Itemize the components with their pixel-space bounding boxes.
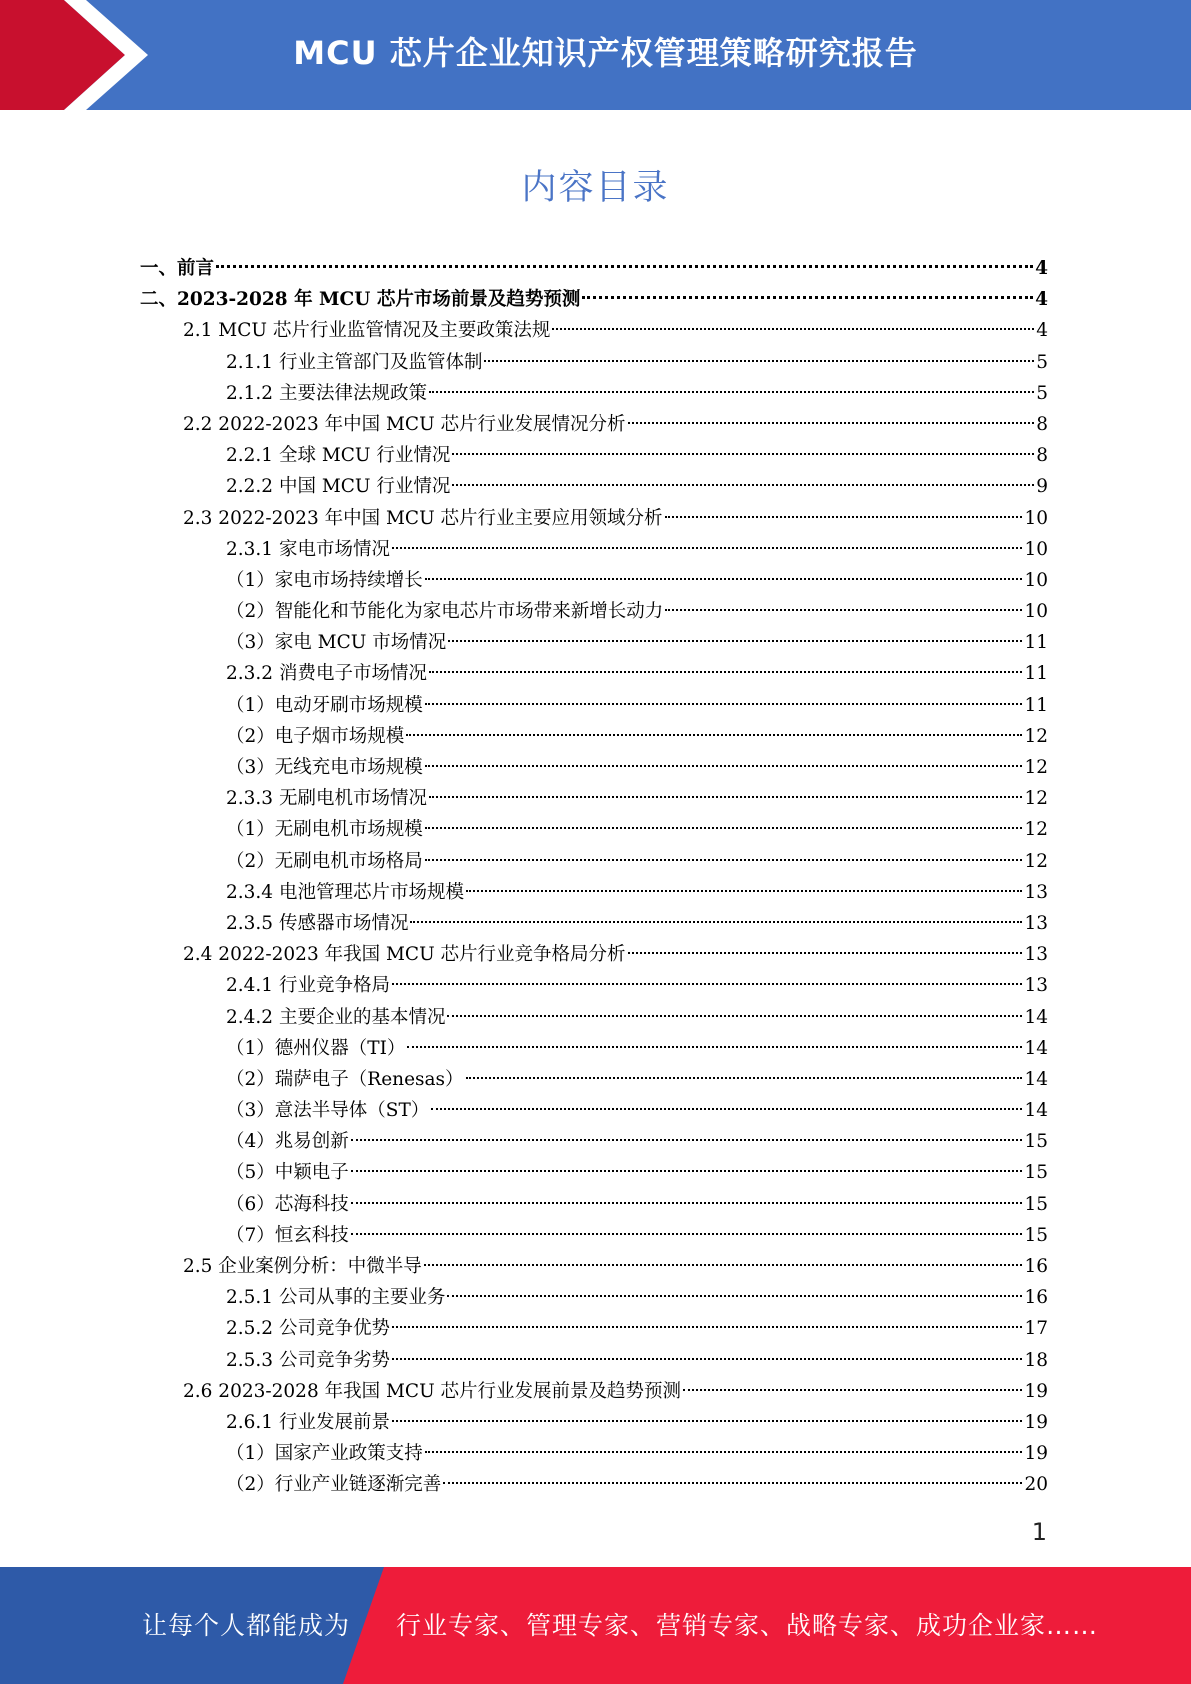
toc-entry-page: 14	[1024, 1100, 1048, 1122]
toc-entry-title: （1）家电市场持续增长	[226, 569, 423, 591]
toc-entry-title: （2）无刷电机市场格局	[226, 850, 423, 872]
toc-entry-title: 2.2.2 中国 MCU 行业情况	[226, 476, 451, 498]
toc-entry-page: 19	[1024, 1411, 1048, 1433]
toc-entry[interactable]	[0, 315, 1048, 346]
toc-entry[interactable]	[0, 1469, 1048, 1500]
toc-entry-title: 2.2.1 全球 MCU 行业情况	[226, 445, 451, 467]
toc-leader-dots	[447, 1015, 1022, 1017]
toc-entry-page: 8	[1036, 445, 1048, 467]
toc-leader-dots	[452, 484, 1034, 486]
toc-entry-page: 19	[1024, 1380, 1048, 1402]
toc-entry[interactable]	[0, 1282, 1048, 1313]
toc-entry-page: 13	[1024, 944, 1048, 966]
toc-entry-title: （2）行业产业链逐渐完善	[226, 1474, 442, 1496]
toc-entry-page: 13	[1024, 912, 1048, 934]
toc-leader-dots	[392, 983, 1022, 985]
toc-entry-page: 14	[1024, 1006, 1048, 1028]
toc-entry-page: 15	[1024, 1193, 1048, 1215]
toc-entry-title: （2）电子烟市场规模	[226, 725, 405, 747]
toc-entry-title: 2.3.5 传感器市场情况	[226, 912, 409, 934]
toc-entry-page: 14	[1024, 1037, 1048, 1059]
toc-entry-title: （1）无刷电机市场规模	[226, 819, 423, 841]
toc-entry-page: 20	[1024, 1474, 1048, 1496]
toc-leader-dots	[351, 1170, 1023, 1172]
toc-entry-title: 二、2023-2028 年 MCU 芯片市场前景及趋势预测	[140, 289, 581, 311]
toc-entry-title: （7）恒玄科技	[226, 1224, 349, 1246]
toc-leader-dots	[448, 640, 1022, 642]
toc-entry[interactable]	[0, 1095, 1048, 1126]
toc-leader-dots	[425, 703, 1023, 705]
toc-entry[interactable]	[0, 658, 1048, 689]
toc-entry-title: （3）无线充电市场规模	[226, 757, 423, 778]
toc-entry-page: 11	[1024, 632, 1048, 654]
toc-entry-title: 2.3.3 无刷电机市场情况	[226, 788, 427, 810]
toc-entry[interactable]	[0, 877, 1048, 908]
toc-entry-title: （4）兆易创新	[226, 1131, 349, 1153]
toc-entry-title: 2.1.2 主要法律法规政策	[226, 382, 427, 404]
toc-entry-page: 18	[1024, 1349, 1048, 1371]
footer-slogan-left: 让每个人都能成为	[142, 1611, 351, 1640]
toc-leader-dots	[443, 1482, 1022, 1484]
toc-entry[interactable]	[0, 908, 1048, 939]
toc-leader-dots	[425, 827, 1023, 829]
toc-heading: 内容目录	[521, 168, 670, 208]
toc-entry[interactable]	[0, 253, 1048, 284]
toc-leader-dots	[392, 1420, 1022, 1422]
toc-entry-page: 9	[1036, 476, 1048, 498]
toc-entry-page: 14	[1024, 1068, 1048, 1090]
toc-leader-dots	[392, 1358, 1022, 1360]
toc-entry[interactable]	[0, 596, 1048, 627]
toc-entry-title: 一、前言	[140, 258, 215, 279]
footer-slogan-right: 行业专家、管理专家、营销专家、战略专家、成功企业家……	[396, 1611, 1099, 1640]
toc-entry-page: 15	[1024, 1224, 1048, 1246]
toc-entry-title: （6）芯海科技	[226, 1193, 349, 1215]
toc-entry[interactable]	[0, 565, 1048, 596]
toc-leader-dots	[466, 890, 1022, 892]
toc-entry-title: （2）智能化和节能化为家电芯片市场带来新增长动力	[226, 601, 664, 623]
toc-entry-page: 17	[1024, 1318, 1048, 1340]
toc-entry[interactable]	[0, 1313, 1048, 1344]
toc-entry-title: 2.6 2023-2028 年我国 MCU 芯片行业发展前景及趋势预测	[183, 1380, 682, 1402]
toc-entry[interactable]	[0, 1064, 1048, 1095]
toc-leader-dots	[410, 921, 1022, 923]
toc-entry[interactable]	[0, 347, 1048, 378]
report-title: MCU 芯片企业知识产权管理策略研究报告	[293, 34, 918, 72]
toc-leader-dots	[392, 1326, 1022, 1328]
toc-leader-dots	[447, 1295, 1022, 1297]
toc-leader-dots	[665, 609, 1022, 611]
toc-entry[interactable]	[0, 378, 1048, 409]
toc-entry[interactable]	[0, 1033, 1048, 1064]
toc-leader-dots	[628, 952, 1023, 954]
toc-leader-dots	[425, 578, 1023, 580]
toc-leader-dots	[429, 671, 1022, 673]
toc-entry-page: 11	[1024, 694, 1048, 716]
toc-entry-page: 16	[1024, 1287, 1048, 1309]
toc-entry[interactable]	[0, 752, 1048, 783]
toc-leader-dots	[452, 453, 1034, 455]
toc-entry-title: 2.3.1 家电市场情况	[226, 538, 390, 560]
toc-entry-page: 12	[1024, 788, 1048, 810]
toc-entry-title: （5）中颖电子	[226, 1162, 349, 1184]
toc-entry-page: 10	[1024, 538, 1048, 560]
toc-entry[interactable]	[0, 783, 1048, 814]
toc-entry[interactable]	[0, 627, 1048, 658]
toc-entry-title: （3）意法半导体（ST）	[226, 1100, 430, 1122]
toc-entry-title: 2.5.3 公司竞争劣势	[226, 1349, 390, 1371]
toc-entry-page: 5	[1036, 351, 1048, 373]
toc-leader-dots	[466, 1077, 1023, 1079]
toc-entry-page: 15	[1024, 1131, 1048, 1153]
toc-entry-title: 2.5.1 公司从事的主要业务	[226, 1287, 446, 1309]
toc-entry-title: 2.3.2 消费电子市场情况	[226, 663, 427, 685]
toc-entry[interactable]	[0, 846, 1048, 877]
toc-entry-page: 16	[1024, 1256, 1048, 1277]
toc-leader-dots	[552, 328, 1034, 330]
toc-entry[interactable]	[0, 690, 1048, 721]
toc-entry[interactable]	[0, 534, 1048, 565]
toc-entry-title: 2.5 企业案例分析：中微半导	[183, 1256, 422, 1277]
toc-entry[interactable]	[0, 1345, 1048, 1376]
toc-entry[interactable]	[0, 503, 1048, 534]
toc-entry-page: 12	[1024, 725, 1048, 747]
toc-entry[interactable]	[0, 1002, 1048, 1033]
toc-entry-page: 12	[1024, 850, 1048, 872]
toc-leader-dots	[392, 547, 1022, 549]
toc-entry-title: 2.3.4 电池管理芯片市场规模	[226, 881, 464, 903]
toc-list	[0, 253, 1191, 1501]
toc-leader-dots	[407, 1046, 1022, 1048]
toc-entry-page: 15	[1024, 1162, 1048, 1184]
toc-entry-page: 8	[1036, 413, 1048, 435]
toc-entry-title: 2.3 2022-2023 年中国 MCU 芯片行业主要应用领域分析	[183, 507, 663, 529]
toc-entry-page: 11	[1024, 663, 1048, 685]
page-number: 1	[1031, 1518, 1047, 1546]
toc-entry-title: 2.1.1 行业主管部门及监管体制	[226, 351, 483, 373]
toc-leader-dots	[351, 1233, 1023, 1235]
toc-entry[interactable]	[0, 1376, 1048, 1407]
toc-entry[interactable]	[0, 1251, 1048, 1282]
toc-leader-dots	[429, 796, 1022, 798]
toc-entry-page: 10	[1024, 569, 1048, 591]
toc-leader-dots	[425, 1451, 1023, 1453]
toc-leader-dots	[484, 360, 1034, 362]
toc-entry-title: 2.2 2022-2023 年中国 MCU 芯片行业发展情况分析	[183, 413, 626, 435]
toc-entry-page: 12	[1024, 757, 1048, 778]
toc-entry[interactable]	[0, 1438, 1048, 1469]
toc-entry-page: 4	[1035, 289, 1048, 311]
toc-entry-title: 2.4 2022-2023 年我国 MCU 芯片行业竞争格局分析	[183, 944, 626, 966]
toc-leader-dots	[424, 1264, 1023, 1266]
toc-entry-title: 2.4.2 主要企业的基本情况	[226, 1006, 446, 1028]
toc-entry-title: （1）电动牙刷市场规模	[226, 694, 423, 716]
toc-leader-dots	[431, 1108, 1022, 1110]
toc-entry-title: 2.4.1 行业竞争格局	[226, 975, 390, 997]
toc-leader-dots	[429, 391, 1034, 393]
toc-entry-title: （2）瑞萨电子（Renesas）	[226, 1068, 464, 1090]
toc-entry[interactable]	[0, 409, 1048, 440]
toc-entry-page: 10	[1024, 601, 1048, 623]
toc-entry-title: 2.6.1 行业发展前景	[226, 1411, 390, 1433]
toc-entry-page: 5	[1036, 382, 1048, 404]
toc-entry[interactable]	[0, 1407, 1048, 1438]
header-banner	[0, 0, 1191, 110]
toc-entry[interactable]	[0, 471, 1048, 502]
footer-banner	[0, 1567, 1191, 1684]
toc-entry-page: 4	[1036, 320, 1048, 342]
toc-entry-title: 2.5.2 公司竞争优势	[226, 1318, 390, 1340]
toc-entry-page: 10	[1024, 507, 1048, 529]
toc-entry[interactable]	[0, 1189, 1048, 1220]
toc-entry-page: 13	[1024, 975, 1048, 997]
toc-entry-title: （3）家电 MCU 市场情况	[226, 632, 447, 654]
toc-leader-dots	[406, 734, 1022, 736]
toc-entry-title: 2.1 MCU 芯片行业监管情况及主要政策法规	[183, 320, 551, 342]
toc-entry[interactable]	[0, 939, 1048, 970]
header-red-arrow	[0, 0, 160, 110]
toc-entry-page: 4	[1035, 258, 1048, 279]
toc-entry[interactable]	[0, 1220, 1048, 1251]
toc-entry-page: 19	[1024, 1443, 1048, 1465]
toc-entry[interactable]	[0, 284, 1048, 315]
toc-leader-dots	[351, 1139, 1023, 1141]
toc-entry-title: （1）德州仪器（TI）	[226, 1037, 406, 1059]
toc-entry[interactable]	[0, 1126, 1048, 1157]
toc-entry[interactable]	[0, 1157, 1048, 1188]
toc-leader-dots	[351, 1202, 1023, 1204]
toc-entry[interactable]	[0, 814, 1048, 845]
toc-leader-dots	[628, 422, 1035, 424]
toc-entry-title: （1）国家产业政策支持	[226, 1443, 423, 1465]
toc-leader-dots	[425, 859, 1023, 861]
toc-leader-dots	[665, 516, 1023, 518]
toc-entry[interactable]	[0, 970, 1048, 1001]
toc-leader-dots	[216, 265, 1033, 268]
toc-leader-dots	[582, 296, 1033, 299]
toc-leader-dots	[425, 765, 1023, 767]
toc-entry[interactable]	[0, 440, 1048, 471]
toc-entry-page: 13	[1024, 881, 1048, 903]
toc-leader-dots	[683, 1389, 1022, 1391]
toc-entry[interactable]	[0, 721, 1048, 752]
toc-entry-page: 12	[1024, 819, 1048, 841]
